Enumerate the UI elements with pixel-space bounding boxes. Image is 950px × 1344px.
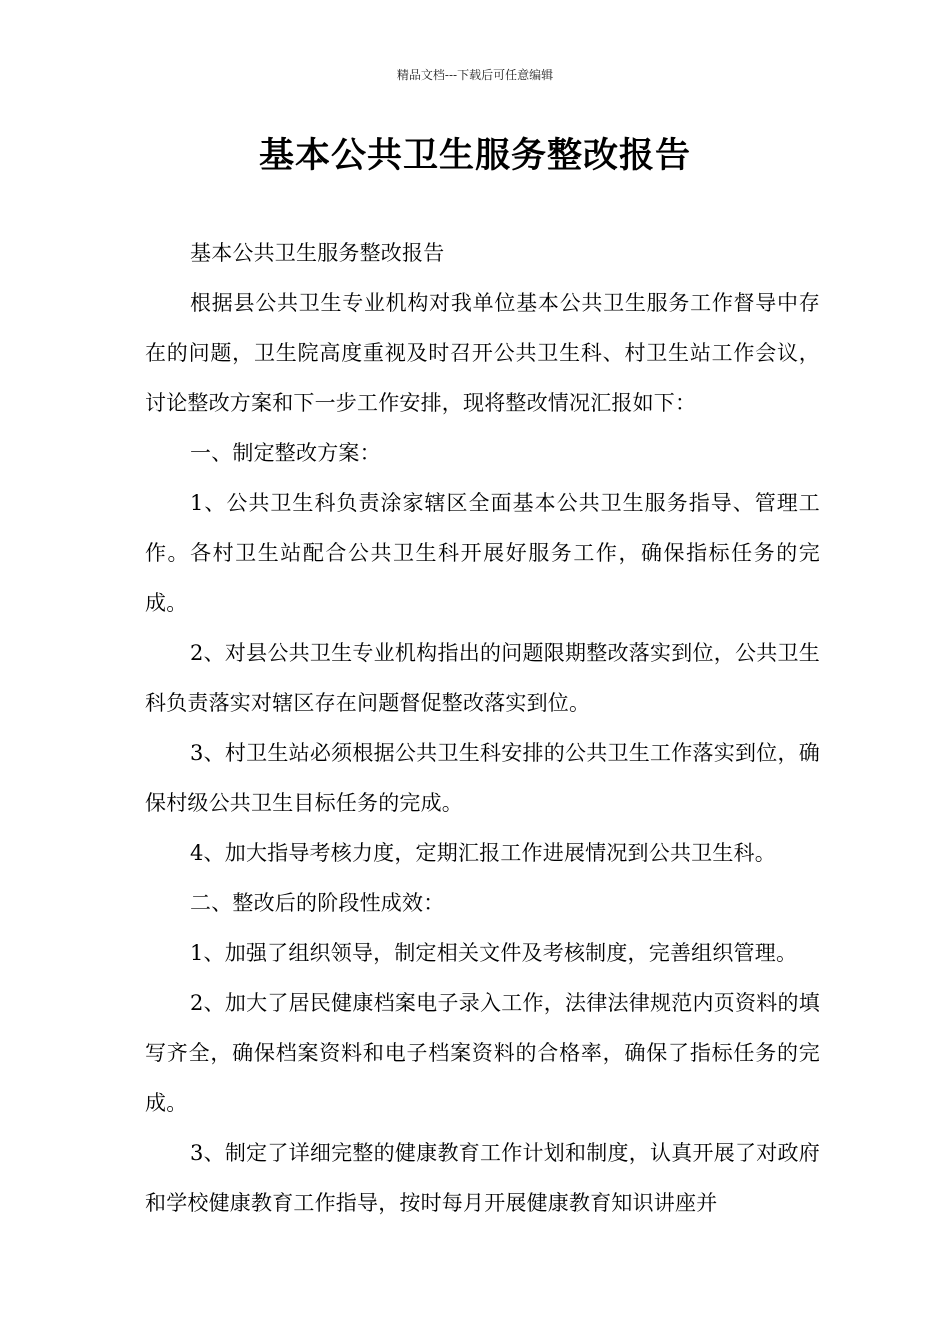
- paragraph-plan-3: 3、村卫生站必须根据公共卫生科安排的公共卫生工作落实到位，确保村级公共卫生目标任务的完成。: [145, 741, 820, 815]
- section-heading-plan: 一、制定整改方案：: [190, 441, 381, 465]
- paragraph-result-3: 3、制定了详细完整的健康教育工作计划和制度，认真开展了对政府和学校健康教育工作指导，按时每月开展健康教育知识讲座并: [145, 1141, 820, 1215]
- document-body: [145, 228, 820, 1228]
- paragraph-plan-4: 4、加大指导考核力度，定期汇报工作进展情况到公共卫生科。: [190, 841, 776, 865]
- paragraph-plan-2: 2、对县公共卫生专业机构指出的问题限期整改落实到位，公共卫生科负责落实对辖区存在问题督促整改落实到位。: [145, 641, 820, 715]
- paragraph-result-1: 1、加强了组织领导，制定相关文件及考核制度，完善组织管理。: [190, 941, 798, 965]
- paragraph-plan-1: 1、公共卫生科负责涂家辖区全面基本公共卫生服务指导、管理工作。各村卫生站配合公共卫生科开展好服务工作，确保指标任务的完成。: [145, 491, 820, 615]
- paragraph-subtitle: 基本公共卫生服务整改报告: [190, 241, 445, 265]
- paragraph-intro: 根据县公共卫生专业机构对我单位基本公共卫生服务工作督导中存在的问题，卫生院高度重视及时召开公共卫生科、村卫生站工作会议，讨论整改方案和下一步工作安排，现将整改情况汇报如下：: [145, 291, 820, 415]
- document-title: 基本公共卫生服务整改报告: [258, 135, 691, 176]
- paragraph-result-2: 2、加大了居民健康档案电子录入工作，法律法律规范内页资料的填写齐全，确保档案资料和电子档案资料的合格率，确保了指标任务的完成。: [145, 991, 820, 1115]
- page-header: 精品文档---下载后可任意编辑: [396, 68, 554, 82]
- section-heading-results: 二、整改后的阶段性成效：: [190, 891, 445, 915]
